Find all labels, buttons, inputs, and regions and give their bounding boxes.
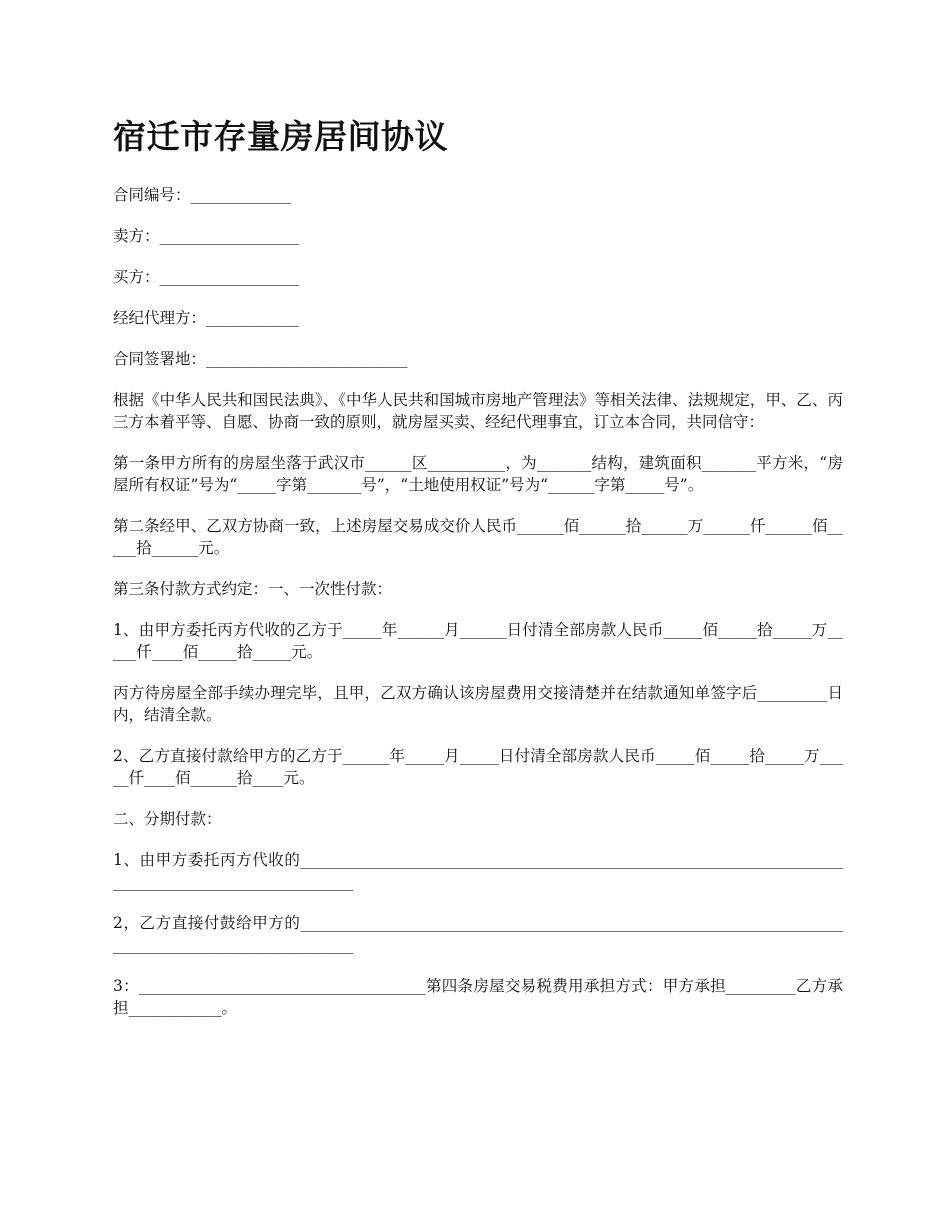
document-title: 宿迁市存量房居间协议 [113, 117, 448, 156]
preamble-paragraph: 根据《中华人民共和国民法典》、《中华人民共和国城市房地产管理法》等相关法律、法规规定，甲、乙、丙三方本着平等、自愿、协商一致的原则，就房屋买卖、经纪代理事宜，订立本合同，共同信守： [113, 391, 843, 431]
document-page [113, 112, 843, 1038]
article-1-paragraph: 第一条甲方所有的房屋坐落于武汉市______区__________，为_______结构，建筑面积_______平方米，“房屋所有权证”号为“_____字第_______号”，“土地使用权证”号为“______字第_____号”。 [113, 454, 843, 494]
contract-number-field: 合同编号：_____________ [113, 186, 292, 204]
buyer-field: 买方：__________________ [113, 268, 300, 286]
lump-sum-item-1: 1、由甲方委托丙方代收的乙方于_____年______月______日付清全部房款人民币_____佰_____拾_____万_____仟____佰_____拾_____元。 [113, 621, 843, 661]
article-2-paragraph: 第二条经甲、乙双方协商一致，上述房屋交易成交价人民币______佰______拾______万______仟______佰_____拾______元。 [113, 517, 843, 557]
installment-item-2: 2，乙方直接付鼓给甲方的_____________________________________________________________________________________________________ [113, 914, 843, 954]
article-3-paragraph: 第三条付款方式约定：一、一次性付款： [113, 580, 393, 598]
lump-sum-item-2: 2、乙方直接付款给甲方的乙方于______年_____月_____日付清全部房款人民币_____佰_____拾_____万_____仟____佰______拾____元。 [113, 747, 843, 787]
sign-place-field: 合同签署地：__________________________ [113, 350, 408, 368]
settlement-note: 丙方待房屋全部手续办理完毕，且甲，乙双方确认该房屋费用交接清楚并在结款通知单签字后_________日内，结清全款。 [113, 684, 843, 724]
agent-field: 经纪代理方：____________ [113, 309, 300, 327]
installment-item-1: 1、由甲方委托丙方代收的_____________________________________________________________________________________________________ [113, 851, 843, 891]
seller-field: 卖方：__________________ [113, 227, 300, 245]
installment-heading: 二、分期付款： [113, 810, 222, 828]
installment-item-3: 3：_____________________________________第四条房屋交易税费用承担方式：甲方承担_________乙方承担____________。 [113, 977, 843, 1017]
